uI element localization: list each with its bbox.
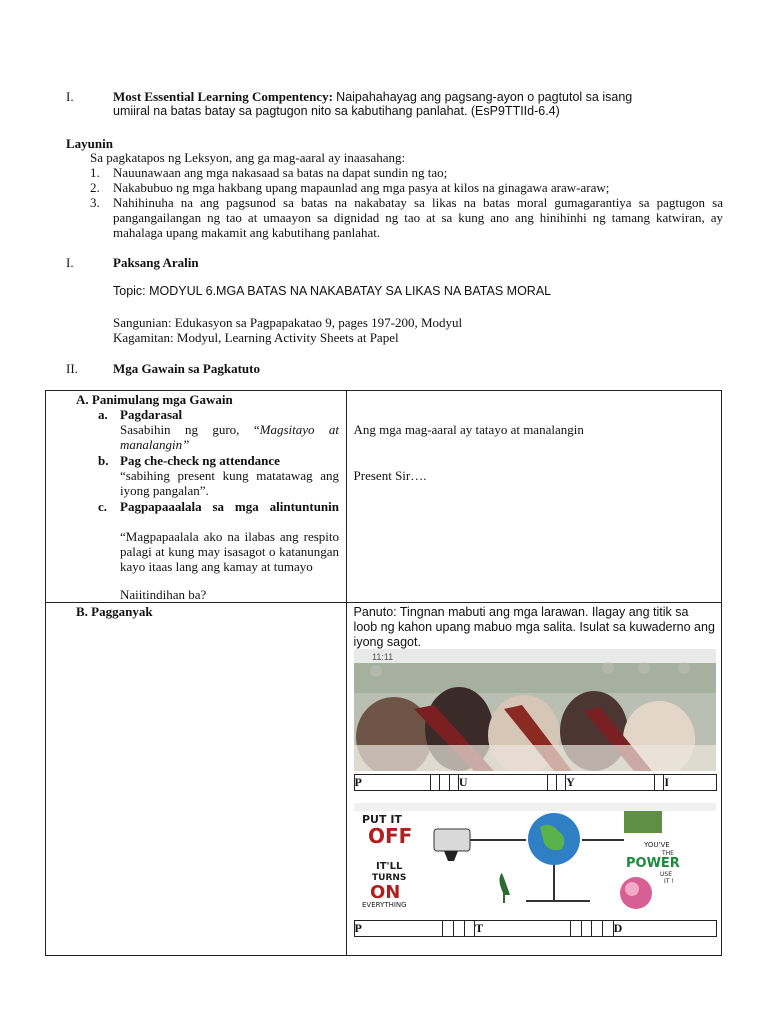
poster-off: OFF xyxy=(367,824,412,848)
poster-itll: IT'LL xyxy=(375,861,402,872)
item-c-text: “Magpapaalala ako na ilabas ang respito palagi at kung may isasagot o katanungan kayo itaas lang ang kamay at tumayo xyxy=(120,529,339,574)
paksa-numeral: I. xyxy=(66,255,74,270)
graduates-illustration xyxy=(354,649,716,771)
table-row xyxy=(46,391,722,603)
word-boxes-2 xyxy=(354,920,717,937)
letter-box[interactable] xyxy=(602,921,613,937)
letter-box[interactable]: D xyxy=(613,921,716,937)
item-a-text xyxy=(120,422,339,452)
paksa-kagamitan: Kagamitan: Modyul, Learning Activity Sheets at Papel xyxy=(113,330,399,345)
letter-box[interactable]: I xyxy=(664,775,716,791)
layunin-heading: Layunin xyxy=(66,136,113,151)
item-b-label: b. xyxy=(98,453,109,468)
row-b-left-cell xyxy=(46,603,347,956)
item-a-label: a. xyxy=(98,407,108,422)
layunin-item-1 xyxy=(90,165,448,180)
response-1: Ang mga mag-aaral ay tatayo at manalangin xyxy=(353,422,584,437)
phone-time: 11:11 xyxy=(371,652,393,662)
letter-box[interactable]: T xyxy=(475,921,571,937)
letter-box[interactable]: U xyxy=(458,775,547,791)
graduates-photo xyxy=(354,649,716,771)
poster-the: THE xyxy=(661,850,674,857)
power-poster xyxy=(354,803,716,911)
item-b-text: “sabihing present kung matatawag ang iyong pangalan”. xyxy=(120,468,339,498)
power-poster-illustration xyxy=(354,803,716,911)
table-row xyxy=(46,603,722,956)
letter-box[interactable] xyxy=(453,921,464,937)
item-text: Nakabubuo ng mga hakbang upang mapaunlad ang mga pasya at kilos na ginagawa araw-araw; xyxy=(113,180,610,195)
item-c-title: Pagpapaaalala sa mga alintuntunin xyxy=(120,499,339,514)
item-number: 1. xyxy=(90,165,100,180)
melc-heading: Most Essential Learning Compentency: xyxy=(113,89,333,104)
melc-text-line2: umiiral na batas batay sa pagtugon nito sa kabutihang panlahat. (EsP9TTIId-6.4) xyxy=(113,104,560,118)
item-text: Nahihinuha na ang pagsunod sa batas na nakabatay sa likas na batas moral gumagarantiya sa pagtugon sa pangangailangan ng tao at umaayon sa dignidad ng tao at sa kung ano ang hinihinhi ng tamang katwiran, ay mahalaga upang makamit ang kabutihang panlahat. xyxy=(113,195,723,240)
section1-numeral: I. xyxy=(66,89,74,104)
poster-youve: YOU'VE xyxy=(643,841,670,849)
letter-box[interactable] xyxy=(443,921,454,937)
item-c-label: c. xyxy=(98,499,108,514)
melc-text-line1: Naipahahayag ang pagsang-ayon o pagtutol sa isang xyxy=(336,90,633,104)
poster-everything: EVERYTHING xyxy=(361,901,407,909)
layunin-item-2 xyxy=(90,180,610,195)
paksa-topic: Topic: MODYUL 6.MGA BATAS NA NAKABATAY SA LIKAS NA BATAS MORAL xyxy=(113,284,552,298)
layunin-intro: Sa pagkatapos ng Leksyon, ang ga mag-aaral ay inaasahang: xyxy=(90,150,406,165)
item-number: 3. xyxy=(90,195,100,210)
letter-box[interactable] xyxy=(440,775,449,791)
row-a-left-cell xyxy=(46,391,347,603)
a-text-italic: Magsitayo at manalangin” xyxy=(120,422,340,452)
paksa-heading: Paksang Aralin xyxy=(113,255,199,270)
letter-box[interactable] xyxy=(571,921,582,937)
response-2: Present Sir…. xyxy=(353,468,427,483)
word-row-1 xyxy=(354,775,716,791)
panuto-text: Panuto: Tingnan mabuti ang mga larawan. Ilagay ang titik sa loob ng kahon upang mabuo mga salita. Isulat sa kuwaderno ang iyong sagot. xyxy=(353,605,715,649)
section1-heading-line xyxy=(113,89,723,105)
gawain-heading: Mga Gawain sa Pagkatuto xyxy=(113,361,260,376)
poster-use: USE xyxy=(659,871,672,878)
letter-box[interactable]: Y xyxy=(566,775,655,791)
row-a-heading: A. Panimulang mga Gawain xyxy=(76,392,233,407)
poster-put-it: PUT IT xyxy=(361,813,402,826)
letter-box[interactable]: P xyxy=(354,921,443,937)
item-number: 2. xyxy=(90,180,100,195)
word-row-2 xyxy=(354,921,716,937)
letter-box[interactable] xyxy=(449,775,458,791)
item-c-text2: Naiitindihan ba? xyxy=(120,587,207,602)
poster-power: POWER xyxy=(625,856,680,871)
letter-box[interactable] xyxy=(592,921,603,937)
word-boxes-1 xyxy=(354,774,717,791)
item-text: Nauunawaan ang mga nakasaad sa batas na dapat sundin ng tao; xyxy=(113,165,448,180)
letter-box[interactable] xyxy=(581,921,592,937)
lesson-plan-table xyxy=(45,390,722,956)
item-a-title: Pagdarasal xyxy=(120,407,183,422)
poster-on: ON xyxy=(369,882,400,903)
paksa-sanggunian: Sangunian: Edukasyon sa Pagpapakatao 9, pages 197-200, Modyul xyxy=(113,315,463,330)
a-text-plain: Sasabihin ng guro, “ xyxy=(120,422,260,437)
item-b-title: Pag che-check ng attendance xyxy=(120,453,280,468)
letter-box[interactable] xyxy=(464,921,475,937)
layunin-item-3 xyxy=(90,195,723,240)
letter-box[interactable] xyxy=(655,775,664,791)
row-a-right-cell xyxy=(346,391,721,603)
letter-box[interactable] xyxy=(556,775,565,791)
row-b-right-cell xyxy=(346,603,721,956)
letter-box[interactable] xyxy=(547,775,556,791)
letter-box[interactable] xyxy=(431,775,440,791)
letter-box[interactable]: P xyxy=(354,775,431,791)
row-b-heading: B. Pagganyak xyxy=(76,604,153,619)
gawain-numeral: II. xyxy=(66,361,78,376)
poster-it: IT ! xyxy=(663,878,674,885)
poster-turns: TURNS xyxy=(371,873,406,883)
